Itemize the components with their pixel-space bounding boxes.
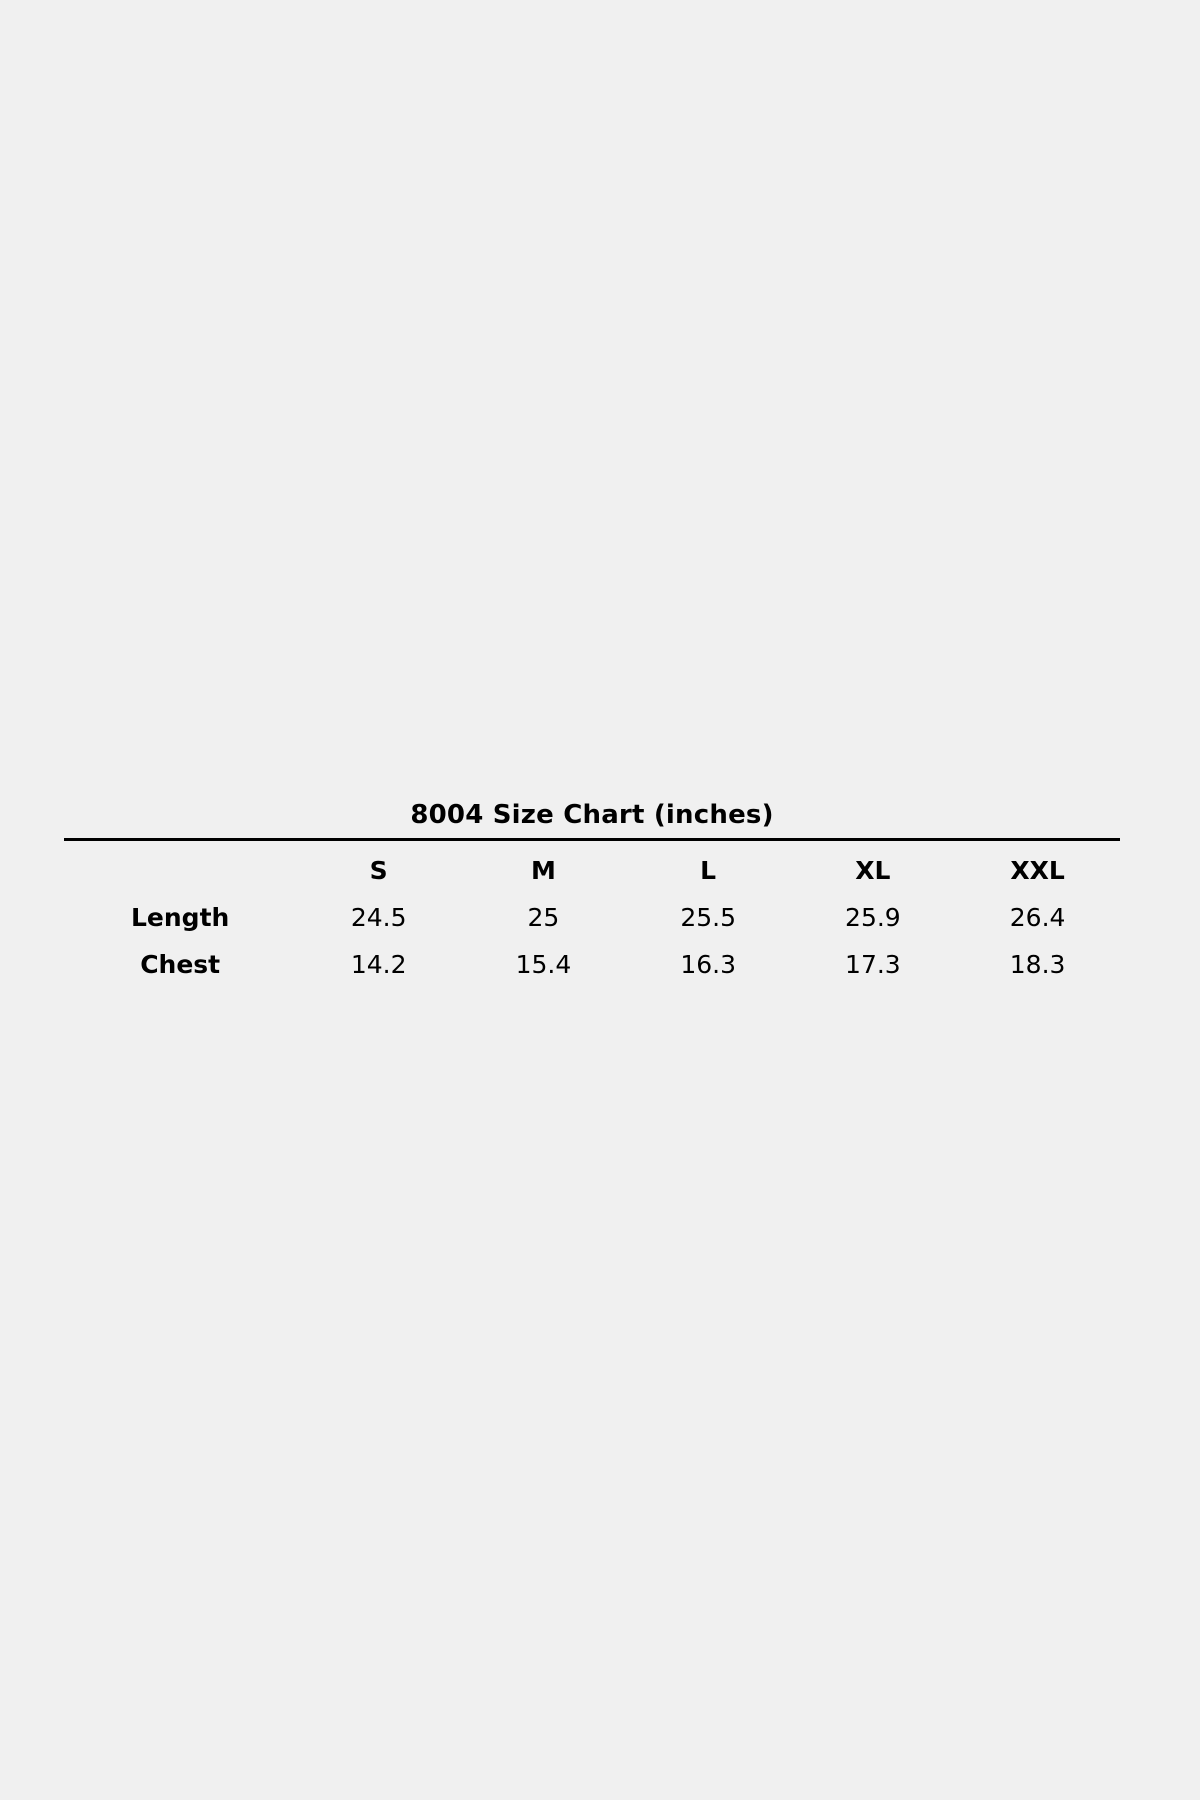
row-header-chest: Chest bbox=[140, 950, 221, 979]
column-header-xxl: XXL bbox=[1010, 856, 1065, 885]
chart-title: 8004 Size Chart (inches) bbox=[410, 800, 774, 830]
cell-chest-xl: 17.3 bbox=[845, 950, 901, 979]
title-divider-rule bbox=[64, 838, 1120, 841]
column-header-l: L bbox=[700, 856, 717, 885]
table-row bbox=[64, 941, 1120, 988]
cell-length-xxl: 26.4 bbox=[1009, 903, 1066, 932]
table-header-row bbox=[64, 847, 1120, 894]
cell-chest-l: 16.3 bbox=[680, 950, 736, 979]
cell-chest-s: 14.2 bbox=[350, 950, 407, 979]
cell-length-m: 25 bbox=[527, 903, 560, 932]
table-corner-cell bbox=[64, 847, 296, 894]
column-header-m: M bbox=[530, 856, 556, 885]
size-chart-table bbox=[64, 847, 1120, 988]
size-chart-block bbox=[64, 800, 1120, 988]
column-header-xl: XL bbox=[855, 856, 891, 885]
cell-chest-m: 15.4 bbox=[515, 950, 572, 979]
row-header-length: Length bbox=[130, 903, 230, 932]
cell-chest-xxl: 18.3 bbox=[1009, 950, 1066, 979]
cell-length-l: 25.5 bbox=[680, 903, 736, 932]
cell-length-s: 24.5 bbox=[350, 903, 407, 932]
table-row bbox=[64, 894, 1120, 941]
column-header-s: S bbox=[369, 856, 388, 885]
cell-length-xl: 25.9 bbox=[845, 903, 901, 932]
